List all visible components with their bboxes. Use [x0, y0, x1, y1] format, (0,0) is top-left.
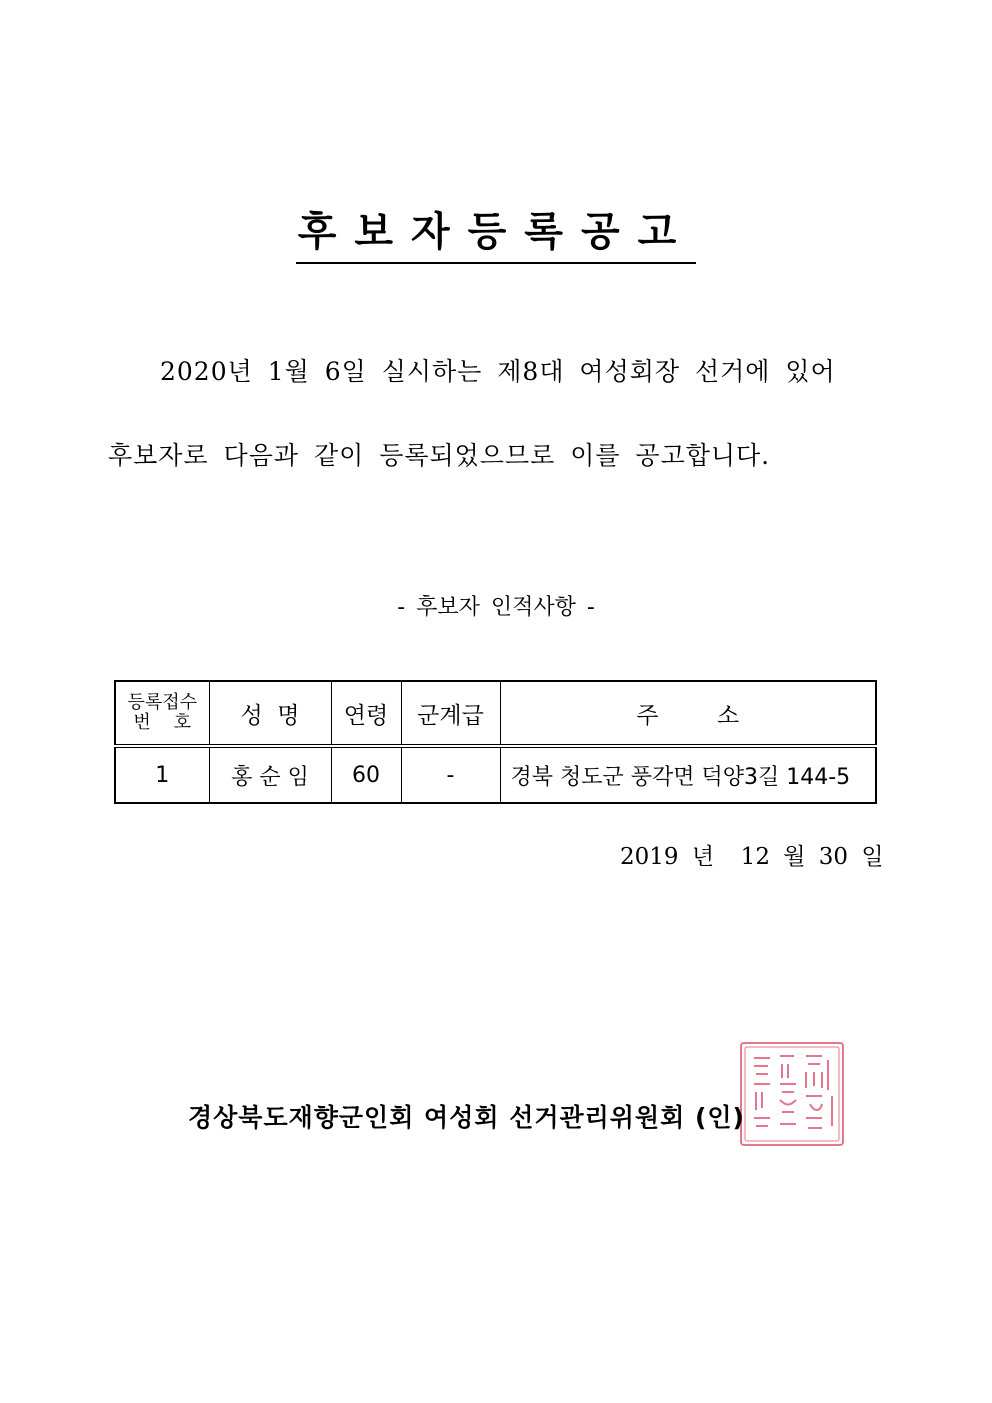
organization-signature: 경상북도재향군인회 여성회 선거관리위원회 (인): [188, 1103, 745, 1132]
official-seal-stamp: [738, 1040, 846, 1148]
cell-rank: -: [401, 746, 500, 803]
page-title: 후보자등록공고: [296, 206, 696, 264]
intro-line-2: 후보자로 다음과 같이 등록되었으므로 이를 공고합니다.: [108, 441, 771, 470]
header-rank: 군계급: [401, 681, 500, 746]
intro-line-1: 2020년 1월 6일 실시하는 제8대 여성회장 선거에 있어: [160, 357, 836, 386]
table-header-row: [115, 681, 876, 746]
cell-reg-no: 1: [115, 746, 209, 803]
table-row: [115, 746, 876, 803]
header-age: 연령: [331, 681, 401, 746]
header-address: 주 소: [500, 681, 876, 746]
cell-address: 경북 청도군 풍각면 덕양3길 144-5: [500, 746, 876, 803]
cell-age: 60: [331, 746, 401, 803]
header-reg-no-top: 등록접수: [127, 692, 198, 713]
header-name: 성 명: [209, 681, 331, 746]
notice-date: 2019 년 12 월 30 일: [620, 844, 884, 870]
candidate-table: [114, 680, 877, 804]
header-reg-no-bottom: 번 호: [133, 712, 192, 733]
section-heading: - 후보자 인적사항 -: [397, 595, 595, 620]
header-reg-no: [115, 681, 209, 746]
cell-name: 홍 순 임: [209, 746, 331, 803]
